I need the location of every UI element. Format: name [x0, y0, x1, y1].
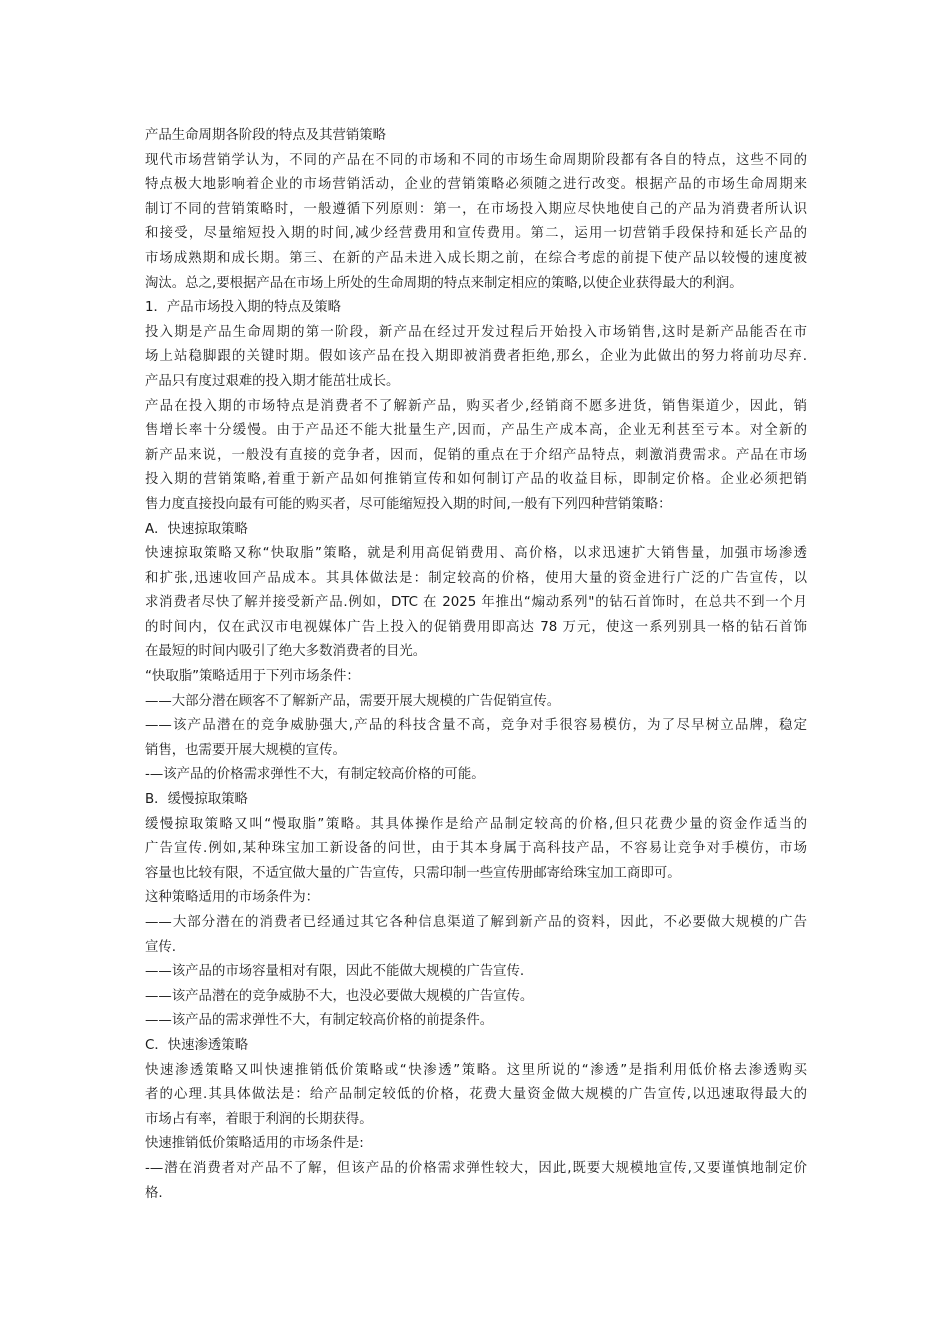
text-line: -—该产品的价格需求弹性不大，有制定较高价格的可能。: [145, 767, 485, 783]
paragraph: [145, 714, 807, 763]
text-line: 和接受，尽量缩短投入期的时间,减少经营费用和宣传费用。第二，运用一切营销手段保持和延长产品的: [145, 226, 807, 242]
document-title: [145, 124, 807, 149]
paragraph: [145, 665, 807, 690]
text-line: 淘汰。总之,要根据产品在市场上所处的生命周期的特点来制定相应的策略,以使企业获得最大的利润。: [145, 275, 743, 291]
text-line: ——大部分潜在顾客不了解新产品，需要开展大规模的广告促销宣传。: [145, 693, 561, 709]
paragraph: [145, 1059, 807, 1133]
text-line: 格.: [145, 1185, 163, 1201]
text-line: 容量也比较有限，不适宜做大量的广告宣传，只需印制一些宣传册邮寄给珠宝加工商即可。: [145, 865, 681, 881]
text-line: C．快速渗透策略: [145, 1037, 249, 1053]
text-line: 和扩张,迅速收回产品成本。其具体做法是：制定较高的价格，使用大量的资金进行广泛的广告宣传，以: [145, 570, 807, 586]
paragraph: [145, 1132, 807, 1157]
paragraph: [145, 296, 807, 321]
text-line: 产品只有度过艰难的投入期才能茁壮成长。: [145, 373, 400, 389]
text-line: 投入期是产品生命周期的第一阶段，新产品在经过开发过程后开始投入市场销售,这时是新产品能否在市: [145, 324, 807, 340]
paragraph: [145, 321, 807, 395]
paragraph: [145, 911, 807, 960]
paragraph: [145, 690, 807, 715]
text-line: 1．产品市场投入期的特点及策略: [145, 300, 341, 316]
paragraph: [145, 813, 807, 887]
text-line: 新产品来说，一般没有直接的竞争者，因而，促销的重点在于介绍产品特点，刺激消费需求。产品在市场: [145, 447, 807, 463]
text-line: ——该产品潜在的竞争威胁不大，也没必要做大规模的广告宣传。: [145, 988, 534, 1004]
text-line: 快速渗透策略又叫快速推销低价策略或“快渗透”策略。这里所说的“渗透”是指利用低价格去渗透购买: [145, 1062, 807, 1078]
text-line: 缓慢掠取策略又叫“慢取脂”策略。其具体操作是给产品制定较高的价格,但只花费少量的资金作适当的: [145, 816, 807, 832]
text-line: ——该产品的市场容量相对有限，因此不能做大规模的广告宣传.: [145, 964, 525, 980]
text-line: ——该产品潜在的竞争威胁强大,产品的科技含量不高，竞争对手很容易模仿，为了尽早树立品牌，稳定: [145, 718, 807, 734]
text-line: ——大部分潜在的消费者已经通过其它各种信息渠道了解到新产品的资料，因此，不必要做大规模的广告: [145, 915, 807, 930]
paragraph: [145, 518, 807, 543]
text-line: 的时间内，仅在武汉市电视媒体广告上投入的促销费用即高达 78 万元，使这一系列别具一格的钻石首饰: [145, 619, 807, 635]
text-line: 产品生命周期各阶段的特点及其营销策略: [145, 128, 387, 143]
text-line: 市场占有率，着眼于利润的长期获得。: [145, 1111, 373, 1127]
text-line: 快速掠取策略又称“快取脂”策略，就是利用高促销费用、高价格，以求迅速扩大销售量，加强市场渗透: [145, 546, 807, 562]
text-line: “快取脂”策略适用于下列市场条件：: [145, 669, 360, 685]
paragraph: [145, 1034, 807, 1059]
paragraph: [145, 763, 807, 788]
text-line: 宣传.: [145, 939, 177, 955]
text-line: ——该产品的需求弹性不大，有制定较高价格的前提条件。: [145, 1013, 494, 1029]
paragraph: [145, 542, 807, 665]
paragraph: [145, 886, 807, 911]
text-line: 售力度直接投向最有可能的购买者，尽可能缩短投入期的时间,一般有下列四种营销策略：: [145, 496, 672, 512]
text-line: 快速推销低价策略适用的市场条件是:: [145, 1136, 364, 1152]
text-line: 销售，也需要开展大规模的宣传。: [145, 742, 346, 758]
paragraph: [145, 985, 807, 1010]
paragraph: [145, 149, 807, 297]
text-line: 制订不同的营销策略时，一般遵循下列原则：第一，在市场投入期应尽快地使自己的产品为消费者所认识: [145, 201, 807, 217]
text-line: A．快速掠取策略: [145, 521, 248, 537]
paragraph: [145, 395, 807, 518]
text-line: 这种策略适用的市场条件为：: [145, 890, 320, 906]
text-line: 求消费者尽快了解并接受新产品.例如，DTC 在 2025 年推出“煽动系列"的钻石首饰时，在总共不到一个月: [145, 595, 807, 611]
text-line: 投入期的营销策略,着重于新产品如何推销宣传和如何制订产品的收益目标，即制定价格。企业必须把销: [145, 472, 807, 488]
text-line: 者的心理.其具体做法是：给产品制定较低的价格，花费大量资金做大规模的广告宣传,以迅速取得最大的: [145, 1087, 807, 1103]
paragraph: [145, 1157, 807, 1206]
text-line: B．缓慢掠取策略: [145, 792, 248, 808]
text-line: 广告宣传.例如,某种珠宝加工新设备的问世，由于其本身属于高科技产品，不容易让竞争对手模仿，市场: [145, 841, 807, 857]
text-line: 特点极大地影响着企业的市场营销活动，企业的营销策略必须随之进行改变。根据产品的市场生命周期来: [145, 177, 807, 193]
text-line: 产品在投入期的市场特点是消费者不了解新产品，购买者少,经销商不愿多进货，销售渠道少，因此，销: [145, 398, 807, 414]
text-line: 在最短的时间内吸引了绝大多数消费者的目光。: [145, 644, 427, 660]
text-line: 市场成熟期和成长期。第三、在新的产品未进入成长期之前，在综合考虑的前提下使产品以较慢的速度被: [145, 250, 807, 266]
paragraph: [145, 1009, 807, 1034]
text-line: -—潜在消费者对产品不了解，但该产品的价格需求弹性较大，因此,既要大规模地宣传,又要谨慎地制定价: [145, 1160, 807, 1176]
text-line: 现代市场营销学认为，不同的产品在不同的市场和不同的市场生命周期阶段都有各自的特点，这些不同的: [145, 152, 807, 168]
paragraph: [145, 960, 807, 985]
text-line: 场上站稳脚跟的关键时期。假如该产品在投入期即被消费者拒绝,那幺，企业为此做出的努力将前功尽弃.: [145, 349, 807, 365]
text-line: 售增长率十分缓慢。由于产品还不能大批量生产,因而，产品生产成本高，企业无利甚至亏本。对全新的: [145, 423, 807, 439]
document-body: [145, 124, 807, 1206]
paragraph: [145, 788, 807, 813]
